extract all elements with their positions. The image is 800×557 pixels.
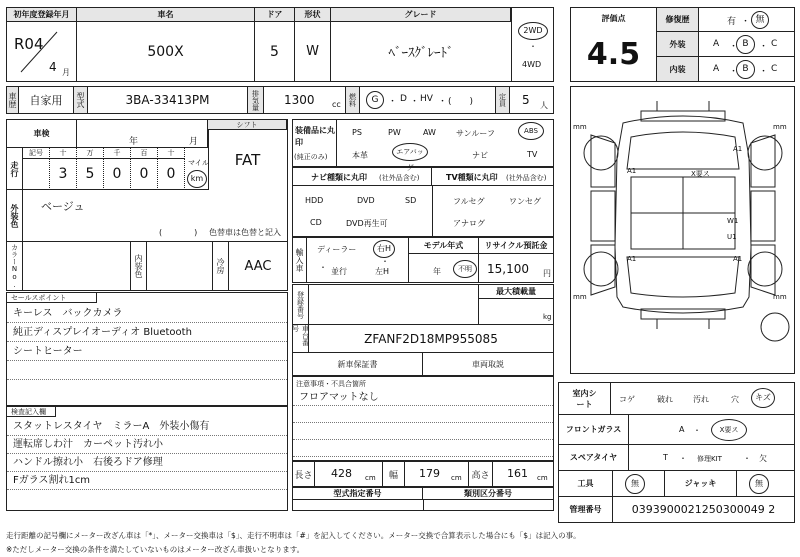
recycle-label: リサイクル預託金	[479, 238, 553, 254]
reg-month-unit: 月	[62, 68, 70, 77]
color-label: 外装色	[7, 190, 23, 242]
navi-sub: (社外品含む)	[379, 174, 420, 182]
car-name-label: 車名	[77, 8, 255, 22]
tools-cell	[613, 471, 665, 497]
mileage-col-header: 記号	[23, 148, 50, 159]
color-change-note: 色替車は色替と記入	[209, 228, 281, 237]
shaken-year-unit: 年	[129, 137, 139, 147]
usage-value: 自家用	[19, 87, 74, 113]
tv-fullseg: フルセグ	[453, 197, 485, 206]
import-direct: 並行	[331, 267, 347, 276]
sales-point-line	[7, 361, 287, 380]
reg-month-value: 4	[49, 60, 57, 74]
height-unit: cm	[537, 474, 548, 482]
diagram-mm-3: mm	[573, 293, 587, 301]
model-label: 型式	[74, 87, 88, 113]
tv-label: TV種類に丸印	[446, 173, 498, 182]
interior-dot2: ・	[759, 67, 769, 77]
mileage-col-header: 百	[131, 148, 158, 159]
navi-cd: CD	[310, 218, 322, 227]
shift-value: FAT	[234, 151, 261, 169]
equipment-label: 装備品に丸印	[295, 126, 335, 147]
exterior-label: 外装	[657, 32, 699, 57]
tools-none-circled: 無	[625, 474, 645, 494]
seat-yogore: 汚れ	[693, 395, 709, 404]
capacity-label: 定員	[496, 87, 510, 113]
diagram-mm-1: mm	[573, 123, 587, 131]
ac-label: 冷房	[213, 242, 229, 290]
interior-dot1: ・	[729, 67, 739, 77]
inspector-note-line: スタットレスタイヤ ミラーA 外装小傷有	[7, 418, 287, 436]
max-load-unit: kg	[543, 313, 552, 321]
exterior-options	[699, 32, 794, 57]
repair-options	[699, 8, 794, 32]
color-cell	[23, 190, 287, 242]
diagram-mark-rear-left: A1	[627, 255, 637, 263]
spare-options	[629, 445, 794, 471]
door-value: 5	[255, 22, 295, 81]
chassis-label: 車台番号	[293, 325, 309, 353]
displacement-label: 排気量	[248, 87, 264, 113]
equip-aw: AW	[423, 128, 436, 137]
navi-hdd: HDD	[305, 196, 324, 205]
mgmt-value: 0393900021250300049 2	[631, 503, 776, 516]
usage-label: 車歴	[7, 87, 19, 113]
drive-cell	[511, 8, 553, 81]
spare-none: 欠	[759, 454, 767, 463]
interior-options	[699, 57, 794, 81]
rating-label: 評価点	[571, 8, 657, 28]
diagram-mm-4: mm	[773, 293, 787, 301]
drive-4wd: 4WD	[522, 60, 542, 69]
import-dot2: ・	[381, 257, 389, 266]
repair-label: 修復歴	[657, 8, 699, 32]
exterior-c: C	[771, 39, 778, 49]
exterior-a: A	[713, 39, 720, 49]
diagram-mark-front-right: A1	[733, 145, 743, 153]
windshield-dot: ・	[693, 426, 701, 435]
notes-line: フロアマットなし	[293, 389, 553, 406]
recycle-unit: 円	[543, 269, 551, 278]
footer-line-2: ※ただしメーター交換の条件を満たしていないものはメーター改ざん車扱いとなります。	[6, 545, 305, 554]
interior-b-circled: B	[736, 60, 755, 79]
type-number-label: 型式指定番号	[293, 488, 423, 500]
mileage-col-header: 十	[158, 148, 185, 159]
mileage-col-header: 万	[77, 148, 104, 159]
ac-value: AAC	[244, 258, 272, 274]
shaken-label: 車検	[7, 120, 77, 148]
color-no-value	[23, 242, 131, 290]
displacement-value: 1300	[284, 93, 315, 107]
color-change-paren: ( )	[159, 228, 198, 237]
door-label: ドア	[255, 8, 295, 22]
mileage-digit: 0	[158, 159, 185, 190]
seat-kizu-circled: キズ	[751, 388, 775, 408]
notes-line	[293, 423, 553, 440]
car-diagram	[571, 87, 796, 375]
mileage-unit-km-circled: km	[187, 170, 207, 188]
navi-label: ナビ種類に丸印	[311, 173, 367, 182]
navi-label-cell	[293, 168, 432, 186]
tools-label: 工具	[559, 471, 613, 497]
tv-analog: アナログ	[453, 219, 485, 228]
exterior-b-circled: B	[736, 35, 755, 54]
windshield-a: A	[679, 425, 685, 434]
jack-label: ジャッキ	[665, 471, 737, 497]
color-no-label: カラーNo.	[7, 242, 23, 290]
capacity-unit: 人	[540, 101, 548, 110]
mileage-digit	[23, 159, 50, 190]
interior-color-label: 内装色	[131, 242, 147, 290]
max-load-label: 最大積載量	[479, 285, 553, 299]
sales-points-label: セールスポイント	[7, 293, 97, 303]
sales-points-label-border	[96, 293, 97, 303]
exterior-dot2: ・	[759, 42, 769, 52]
spare-t: T	[663, 453, 668, 462]
interior-label: 内装	[657, 57, 699, 81]
diagram-mark-rear-right: A1	[733, 255, 743, 263]
spare-kit: 修理KIT	[697, 455, 722, 463]
fuel-dot1: ・	[388, 97, 398, 107]
recycle-cell	[479, 254, 553, 282]
manual-label: 車両取説	[472, 359, 504, 369]
drive-dot: ・	[529, 42, 537, 51]
chassis-value: ZFANF2D18MP955085	[309, 325, 553, 353]
sales-point-line: キーレス バックカメラ	[7, 304, 287, 323]
displacement-cell	[264, 87, 346, 113]
diagram-mm-2: mm	[773, 123, 787, 131]
capacity-value: 5	[522, 93, 530, 107]
tv-oneseg: ワンセグ	[509, 197, 541, 206]
navi-dvd-play: DVD再生可	[346, 219, 388, 228]
inspector-note-line: Fガラス割れ1cm	[7, 472, 287, 490]
width-value: 179	[419, 467, 440, 480]
fuel-d: D	[400, 94, 407, 104]
exterior-dot1: ・	[729, 42, 739, 52]
fuel-label: 燃料	[346, 87, 360, 113]
grade-value: ﾍﾞｰｽｸﾞﾚｰﾄﾞ	[388, 46, 454, 61]
notes-line	[293, 406, 553, 423]
diagram-mark-w1: W1	[727, 217, 739, 225]
shaken-month-unit: 月	[189, 137, 199, 147]
windshield-options	[629, 415, 794, 445]
navi-tv-divider	[432, 186, 433, 236]
length-label: 長さ	[293, 462, 315, 486]
equip-abs-circled: ABS	[518, 122, 544, 140]
mileage-col-header: 千	[104, 148, 131, 159]
equipment-sub-label: (純正のみ)	[294, 153, 328, 161]
model-year-unit: 年	[433, 267, 441, 276]
equip-pw: PW	[388, 128, 401, 137]
reg-year-value: R04	[14, 35, 44, 53]
max-load-cell	[479, 299, 553, 325]
import-right-h-circled: 右H	[373, 240, 395, 258]
notes-label: 注意事項・不具合箇所	[296, 380, 366, 388]
model-value: 3BA-33413PM	[88, 87, 248, 113]
seat-yabure: 破れ	[657, 395, 673, 404]
sales-point-line: シートヒーター	[7, 342, 287, 361]
width-unit: cm	[451, 474, 462, 482]
drive-2wd-circled: 2WD	[518, 22, 548, 40]
length-value: 428	[331, 467, 352, 480]
equip-airbag-circled: エアバッグ	[392, 143, 428, 161]
windshield-x-circled: X要ス	[711, 419, 747, 441]
import-dealer: ディーラー	[317, 245, 357, 254]
reg-year-label: 初年度登録年月	[7, 8, 77, 22]
seat-ana: 穴	[731, 395, 739, 404]
seat-koge: コゲ	[619, 395, 635, 404]
shape-value: W	[295, 22, 331, 81]
type-number-divider	[423, 500, 424, 510]
spare-label: スペアタイヤ	[559, 445, 629, 471]
height-value: 161	[507, 467, 528, 480]
fuel-dot2: ・	[410, 97, 420, 107]
navi-sd: SD	[405, 196, 417, 205]
equip-navi: ナビ	[472, 151, 488, 160]
mileage-digit: 5	[77, 159, 104, 190]
length-cell	[315, 462, 383, 486]
mileage-col-header: 十	[50, 148, 77, 159]
fuel-options	[360, 87, 496, 113]
footer-line-1: 走行距離の記号欄にメーター改ざん車は「*」、メーター交換車は「$」、走行不明車は「#」を記入してください。メーター交換で合算表示した場合にも「$」は記入の事。	[6, 531, 581, 540]
jack-none-circled: 無	[749, 474, 769, 494]
mileage-unit-mile: マイル	[188, 159, 209, 167]
diagram-mark-u1: U1	[727, 233, 737, 241]
category-number-label: 類別区分番号	[423, 488, 553, 500]
spare-dot1: ・	[679, 454, 687, 463]
recycle-value: 15,100	[487, 262, 529, 276]
repair-no-circled: 無	[751, 11, 769, 29]
shape-label: 形状	[295, 8, 331, 22]
shaken-value	[77, 120, 208, 148]
color-value: ベージュ	[41, 200, 85, 213]
inspector-label: 検査記入欄	[7, 407, 55, 417]
equip-ps: PS	[352, 128, 362, 137]
import-left-h: 左H	[375, 267, 390, 276]
seat-options	[611, 383, 794, 415]
inspector-note-line: 運転席しわ汁 カーペット汚れ小	[7, 436, 287, 454]
import-type-cell	[307, 238, 409, 282]
sales-point-line: 純正ディスプレイオーディオ Bluetooth	[7, 323, 287, 342]
car-name-value: 500X	[77, 22, 255, 81]
width-cell	[405, 462, 469, 486]
equipment-label-cell	[293, 120, 337, 166]
model-year-cell	[409, 254, 479, 282]
height-cell	[493, 462, 553, 486]
fuel-hv: HV	[420, 94, 433, 104]
fuel-g-circled: G	[366, 91, 384, 109]
navi-dvd: DVD	[357, 196, 375, 205]
repair-dot: ・	[741, 17, 751, 27]
windshield-label: フロントガラス	[559, 415, 629, 445]
reg-year-cell	[7, 22, 77, 81]
repair-yes: 有	[727, 17, 737, 27]
tv-sub: (社外品含む)	[506, 174, 547, 182]
model-year-label: モデル年式	[409, 238, 479, 254]
mileage-digit: 3	[50, 159, 77, 190]
length-unit: cm	[365, 474, 376, 482]
car-diagram-box	[570, 86, 795, 374]
inspector-label-border	[55, 407, 56, 417]
rating-score: 4.5	[571, 28, 657, 81]
shift-label: シフト	[208, 120, 287, 130]
mileage-digit: 0	[131, 159, 158, 190]
height-label: 高さ	[469, 462, 493, 486]
diagram-mark-windshield: X要ス	[691, 170, 710, 178]
interior-a: A	[713, 64, 720, 74]
width-label: 幅	[383, 462, 405, 486]
import-label: 輸入車	[293, 238, 307, 282]
interior-color-value	[147, 242, 213, 290]
mgmt-label: 管理番号	[559, 497, 613, 522]
fuel-dot3: ・	[438, 97, 448, 107]
equip-tv: TV	[527, 150, 538, 159]
mileage-digit: 0	[104, 159, 131, 190]
model-year-unknown-circled: 不明	[453, 260, 477, 278]
equip-leather: 本革	[352, 151, 368, 160]
seat-label: 室内シート	[559, 383, 611, 415]
mileage-label: 走行	[7, 148, 23, 190]
warranty-label: 新車保証書	[293, 353, 423, 375]
diagram-mark-front-left: A1	[627, 167, 637, 175]
notes-line	[293, 440, 553, 457]
reg-no-label: 登録番号	[293, 285, 309, 325]
displacement-unit: cc	[332, 100, 341, 109]
interior-c: C	[771, 64, 778, 74]
grade-label: グレード	[331, 8, 511, 22]
fuel-other: ( )	[448, 97, 474, 107]
capacity-cell	[510, 87, 553, 113]
import-dot1: ・	[319, 263, 327, 272]
equip-sunroof: サンルーフ	[456, 129, 495, 138]
reg-no-value	[309, 285, 479, 325]
tv-label-cell	[432, 168, 553, 186]
jack-cell	[737, 471, 794, 497]
spare-dot2: ・	[743, 454, 751, 463]
inspector-note-line: ハンドル擦れ小 右後ろドア修理	[7, 454, 287, 472]
